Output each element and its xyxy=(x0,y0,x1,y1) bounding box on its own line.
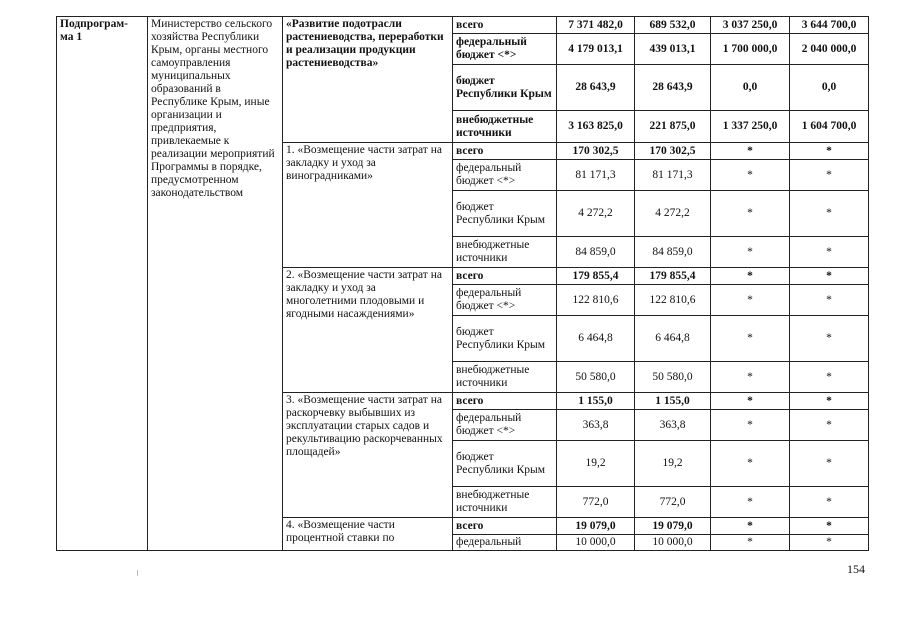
amount-cell: * xyxy=(711,518,790,535)
amount-cell: 1 337 250,0 xyxy=(711,111,790,143)
amount-cell: 81 171,3 xyxy=(557,160,635,191)
amount-cell: * xyxy=(711,441,790,487)
amount-cell: 6 464,8 xyxy=(635,316,711,362)
funding-source-cell: бюджет Республики Крым xyxy=(453,191,557,237)
amount-cell: 122 810,6 xyxy=(557,285,635,316)
amount-cell: * xyxy=(711,487,790,518)
amount-cell: 28 643,9 xyxy=(635,65,711,111)
amount-cell: 81 171,3 xyxy=(635,160,711,191)
amount-cell: * xyxy=(790,362,869,393)
amount-cell: * xyxy=(711,285,790,316)
amount-cell: * xyxy=(790,191,869,237)
amount-cell: * xyxy=(790,285,869,316)
subprogram-title-cell: «Развитие подотрасли растениеводства, переработки и реализации продукции растениеводства» xyxy=(283,17,453,143)
amount-cell: * xyxy=(790,160,869,191)
funding-source-cell: всего xyxy=(453,268,557,285)
amount-cell: 84 859,0 xyxy=(635,237,711,268)
funding-source-cell: внебюджетные источники xyxy=(453,237,557,268)
funding-source-cell: бюджет Республики Крым xyxy=(453,65,557,111)
amount-cell: * xyxy=(711,268,790,285)
funding-source-cell: всего xyxy=(453,393,557,410)
amount-cell: 0,0 xyxy=(790,65,869,111)
amount-cell: 170 302,5 xyxy=(557,143,635,160)
amount-cell: * xyxy=(711,191,790,237)
amount-cell: 1 155,0 xyxy=(557,393,635,410)
amount-cell: 50 580,0 xyxy=(557,362,635,393)
funding-source-cell: федеральный xyxy=(453,535,557,551)
amount-cell: 689 532,0 xyxy=(635,17,711,34)
amount-cell: * xyxy=(711,237,790,268)
amount-cell: 84 859,0 xyxy=(557,237,635,268)
funding-table-container xyxy=(56,16,869,551)
amount-cell: * xyxy=(790,393,869,410)
amount-cell: * xyxy=(711,393,790,410)
amount-cell: * xyxy=(790,441,869,487)
amount-cell: 4 179 013,1 xyxy=(557,34,635,65)
amount-cell: 170 302,5 xyxy=(635,143,711,160)
amount-cell: 2 040 000,0 xyxy=(790,34,869,65)
funding-source-cell: внебюджетные источники xyxy=(453,487,557,518)
amount-cell: 3 037 250,0 xyxy=(711,17,790,34)
page-number: 154 xyxy=(847,562,865,576)
measure-title-cell: 2. «Возмещение части затрат на закладку и уход за многолетними плодовыми и ягодными насаждениями» xyxy=(283,268,453,393)
amount-cell: 179 855,4 xyxy=(635,268,711,285)
funding-table xyxy=(56,16,869,551)
funding-source-cell: федеральный бюджет <*> xyxy=(453,160,557,191)
funding-source-cell: бюджет Республики Крым xyxy=(453,316,557,362)
amount-cell: 19,2 xyxy=(635,441,711,487)
amount-cell: 3 644 700,0 xyxy=(790,17,869,34)
amount-cell: * xyxy=(790,410,869,441)
amount-cell: 1 604 700,0 xyxy=(790,111,869,143)
amount-cell: * xyxy=(711,410,790,441)
amount-cell: * xyxy=(711,316,790,362)
amount-cell: 3 163 825,0 xyxy=(557,111,635,143)
funding-source-cell: бюджет Республики Крым xyxy=(453,441,557,487)
measure-title-cell: 1. «Возмещение части затрат на закладку и уход за виноградниками» xyxy=(283,143,453,268)
amount-cell: 772,0 xyxy=(557,487,635,518)
amount-cell: 10 000,0 xyxy=(635,535,711,551)
funding-source-cell: федеральный бюджет <*> xyxy=(453,34,557,65)
scan-mark xyxy=(137,570,138,576)
funding-source-cell: федеральный бюджет <*> xyxy=(453,285,557,316)
measure-title-cell: 4. «Возмещение части процентной ставки по xyxy=(283,518,453,551)
amount-cell: * xyxy=(711,143,790,160)
amount-cell: 19,2 xyxy=(557,441,635,487)
amount-cell: * xyxy=(790,316,869,362)
responsible-executor-cell: Министерство сельского хозяйства Республики Крым, органы местного самоуправления муниципальных образований в Республике Крым, иные организации и предприятия, привлекаемые к реализации мероприятий Программы в порядке, предусмотренном законодательством xyxy=(148,17,283,551)
row-label-cell: Подпрограм- ма 1 xyxy=(57,17,148,551)
amount-cell: * xyxy=(711,535,790,551)
amount-cell: * xyxy=(790,237,869,268)
amount-cell: 28 643,9 xyxy=(557,65,635,111)
amount-cell: 1 700 000,0 xyxy=(711,34,790,65)
amount-cell: * xyxy=(790,268,869,285)
funding-source-cell: внебюджетные источники xyxy=(453,111,557,143)
amount-cell: 179 855,4 xyxy=(557,268,635,285)
amount-cell: 772,0 xyxy=(635,487,711,518)
measure-title-cell: 3. «Возмещение части затрат на раскорчевку выбывших из эксплуатации старых садов и рекультивацию раскорчеванных площадей» xyxy=(283,393,453,518)
amount-cell: * xyxy=(711,362,790,393)
amount-cell: * xyxy=(790,518,869,535)
amount-cell: 363,8 xyxy=(635,410,711,441)
amount-cell: 10 000,0 xyxy=(557,535,635,551)
amount-cell: * xyxy=(790,143,869,160)
amount-cell: 4 272,2 xyxy=(635,191,711,237)
amount-cell: 6 464,8 xyxy=(557,316,635,362)
funding-source-cell: внебюджетные источники xyxy=(453,362,557,393)
amount-cell: 7 371 482,0 xyxy=(557,17,635,34)
amount-cell: 1 155,0 xyxy=(635,393,711,410)
funding-source-cell: всего xyxy=(453,17,557,34)
table-row xyxy=(57,17,869,34)
funding-source-cell: всего xyxy=(453,518,557,535)
amount-cell: 439 013,1 xyxy=(635,34,711,65)
amount-cell: 50 580,0 xyxy=(635,362,711,393)
amount-cell: 122 810,6 xyxy=(635,285,711,316)
funding-source-cell: федеральный бюджет <*> xyxy=(453,410,557,441)
funding-source-cell: всего xyxy=(453,143,557,160)
amount-cell: 363,8 xyxy=(557,410,635,441)
amount-cell: * xyxy=(790,487,869,518)
amount-cell: 0,0 xyxy=(711,65,790,111)
amount-cell: 19 079,0 xyxy=(635,518,711,535)
amount-cell: 4 272,2 xyxy=(557,191,635,237)
amount-cell: * xyxy=(790,535,869,551)
amount-cell: * xyxy=(711,160,790,191)
amount-cell: 19 079,0 xyxy=(557,518,635,535)
amount-cell: 221 875,0 xyxy=(635,111,711,143)
